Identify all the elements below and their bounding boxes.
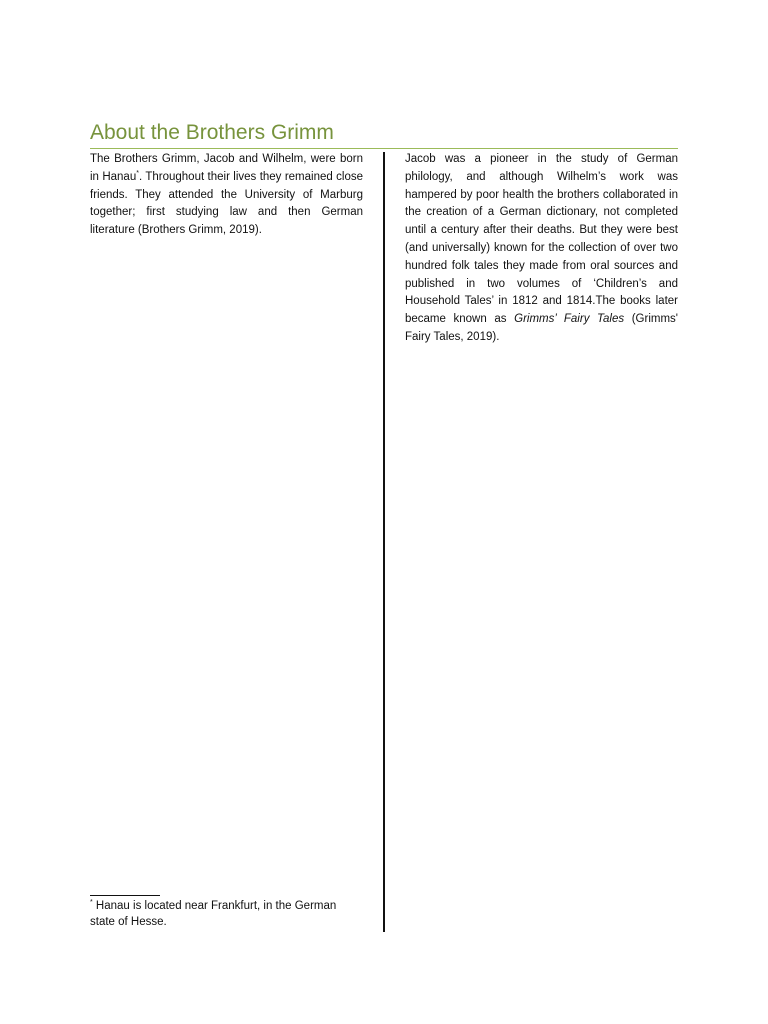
footnote-reference[interactable]: * bbox=[136, 169, 139, 177]
right-column-paragraph bbox=[405, 151, 678, 347]
heading-underline bbox=[90, 148, 678, 149]
right-paragraph-text-end: (Grimms' Fairy Tales, 2019). bbox=[405, 313, 678, 343]
right-column bbox=[405, 151, 678, 347]
footnote bbox=[90, 898, 360, 930]
page-heading: About the Brothers Grimm bbox=[90, 121, 334, 144]
book-title-italic: Grimms’ Fairy Tales bbox=[514, 313, 625, 326]
footnote-text: Hanau is located near Frankfurt, in the German state of Hesse. bbox=[90, 900, 337, 928]
left-column-paragraph bbox=[90, 151, 363, 240]
left-paragraph-text-end: . Throughout their lives they remained close friends. They attended the University of Marburg together; first studying law and then German literature (Brothers Grimm, 2019). bbox=[90, 170, 363, 237]
left-column bbox=[90, 151, 363, 240]
footnote-separator bbox=[90, 895, 160, 896]
left-paragraph-text-start: The Brothers Grimm, Jacob and Wilhelm, were born in Hanau bbox=[90, 153, 363, 183]
footnote-marker: * bbox=[90, 899, 93, 906]
column-divider bbox=[383, 152, 385, 932]
right-paragraph-text-start: Jacob was a pioneer in the study of German philology, and although Wilhelm’s work was hampered by poor health the brothers collaborated in the creation of a German dictionary, not completed until a century after their deaths. But they were best (and universally) known for the collection of over two hundred folk tales they made from oral sources and published in two volumes of ‘Children’s and Household Tales’ in 1812 and 1814.The books later became known as bbox=[405, 153, 678, 326]
